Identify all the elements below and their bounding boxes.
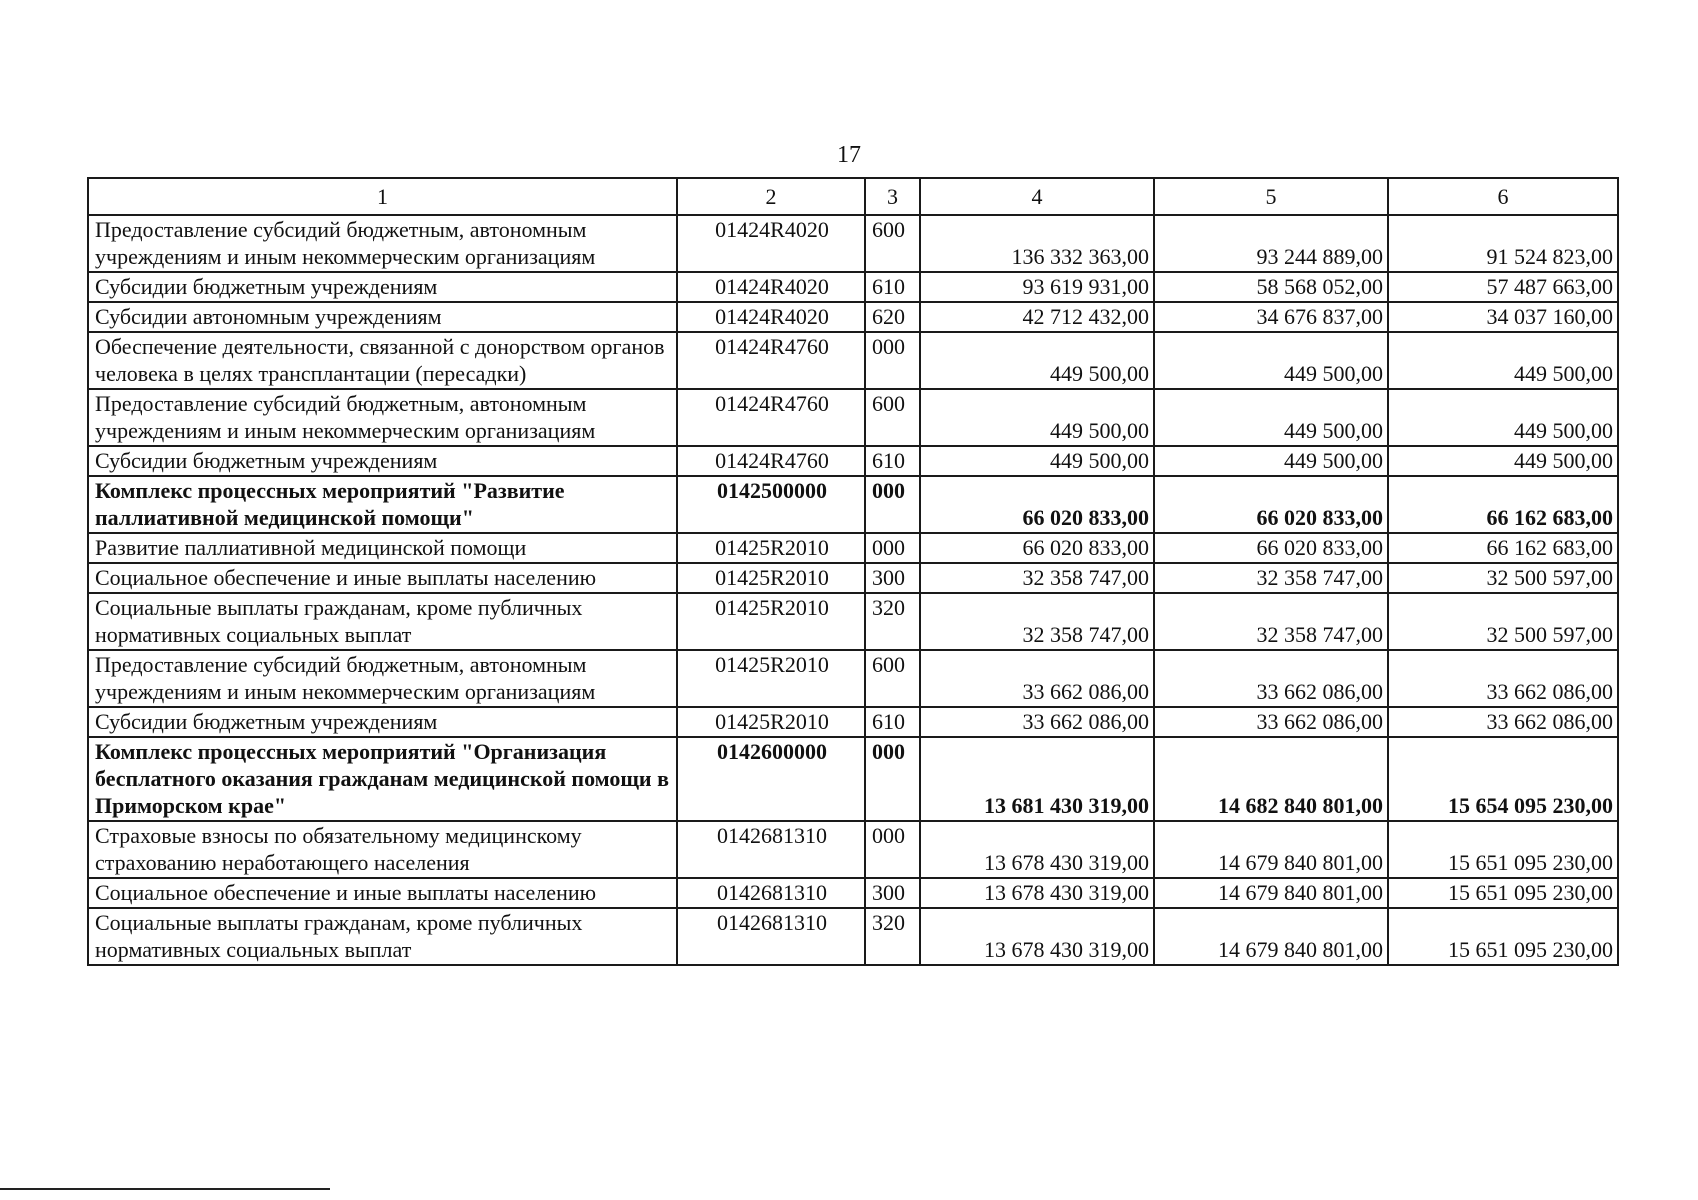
table-row xyxy=(88,215,1618,272)
column-number-4: 4 xyxy=(920,178,1154,215)
row-name-cell: Субсидии бюджетным учреждениям xyxy=(88,446,677,476)
amount-year3-cell: 32 500 597,00 xyxy=(1388,593,1618,650)
amount-year3-cell: 15 651 095 230,00 xyxy=(1388,878,1618,908)
row-name-cell: Комплекс процессных мероприятий "Развитие паллиативной медицинской помощи" xyxy=(88,476,677,533)
amount-year1-cell: 449 500,00 xyxy=(920,332,1154,389)
row-name-cell: Комплекс процессных мероприятий "Организация бесплатного оказания гражданам медицинской помощи в Приморском крае" xyxy=(88,737,677,821)
amount-year2-cell: 33 662 086,00 xyxy=(1154,707,1388,737)
amount-year1-cell: 33 662 086,00 xyxy=(920,650,1154,707)
column-number-row xyxy=(88,178,1618,215)
target-code-cell: 01424R4760 xyxy=(677,446,865,476)
expense-type-cell: 000 xyxy=(865,821,920,878)
target-code-cell: 01425R2010 xyxy=(677,707,865,737)
amount-year2-cell: 14 682 840 801,00 xyxy=(1154,737,1388,821)
amount-year2-cell: 66 020 833,00 xyxy=(1154,476,1388,533)
amount-year1-cell: 13 678 430 319,00 xyxy=(920,908,1154,965)
amount-year2-cell: 14 679 840 801,00 xyxy=(1154,908,1388,965)
budget-table xyxy=(87,177,1619,966)
table-row xyxy=(88,476,1618,533)
amount-year3-cell: 15 651 095 230,00 xyxy=(1388,821,1618,878)
target-code-cell: 0142500000 xyxy=(677,476,865,533)
target-code-cell: 01425R2010 xyxy=(677,593,865,650)
amount-year3-cell: 449 500,00 xyxy=(1388,332,1618,389)
amount-year1-cell: 449 500,00 xyxy=(920,446,1154,476)
target-code-cell: 01425R2010 xyxy=(677,563,865,593)
amount-year2-cell: 66 020 833,00 xyxy=(1154,533,1388,563)
target-code-cell: 01425R2010 xyxy=(677,650,865,707)
target-code-cell: 01425R2010 xyxy=(677,533,865,563)
amount-year2-cell: 58 568 052,00 xyxy=(1154,272,1388,302)
amount-year1-cell: 33 662 086,00 xyxy=(920,707,1154,737)
table-row xyxy=(88,737,1618,821)
expense-type-cell: 320 xyxy=(865,593,920,650)
amount-year3-cell: 66 162 683,00 xyxy=(1388,476,1618,533)
amount-year1-cell: 13 681 430 319,00 xyxy=(920,737,1154,821)
expense-type-cell: 000 xyxy=(865,533,920,563)
amount-year3-cell: 449 500,00 xyxy=(1388,446,1618,476)
amount-year3-cell: 34 037 160,00 xyxy=(1388,302,1618,332)
row-name-cell: Предоставление субсидий бюджетным, автономным учреждениям и иным некоммерческим организациям xyxy=(88,389,677,446)
table-row xyxy=(88,533,1618,563)
amount-year2-cell: 449 500,00 xyxy=(1154,446,1388,476)
table-row xyxy=(88,389,1618,446)
target-code-cell: 0142681310 xyxy=(677,878,865,908)
table-row xyxy=(88,446,1618,476)
row-name-cell: Развитие паллиативной медицинской помощи xyxy=(88,533,677,563)
column-number-6: 6 xyxy=(1388,178,1618,215)
expense-type-cell: 620 xyxy=(865,302,920,332)
column-number-5: 5 xyxy=(1154,178,1388,215)
expense-type-cell: 000 xyxy=(865,476,920,533)
amount-year1-cell: 136 332 363,00 xyxy=(920,215,1154,272)
expense-type-cell: 610 xyxy=(865,446,920,476)
row-name-cell: Социальное обеспечение и иные выплаты населению xyxy=(88,878,677,908)
expense-type-cell: 610 xyxy=(865,272,920,302)
table-row xyxy=(88,821,1618,878)
amount-year3-cell: 449 500,00 xyxy=(1388,389,1618,446)
amount-year3-cell: 33 662 086,00 xyxy=(1388,650,1618,707)
table-row xyxy=(88,302,1618,332)
expense-type-cell: 600 xyxy=(865,215,920,272)
amount-year3-cell: 33 662 086,00 xyxy=(1388,707,1618,737)
column-number-3: 3 xyxy=(865,178,920,215)
row-name-cell: Субсидии автономным учреждениям xyxy=(88,302,677,332)
amount-year3-cell: 15 651 095 230,00 xyxy=(1388,908,1618,965)
amount-year1-cell: 13 678 430 319,00 xyxy=(920,878,1154,908)
row-name-cell: Предоставление субсидий бюджетным, автономным учреждениям и иным некоммерческим организациям xyxy=(88,215,677,272)
amount-year1-cell: 66 020 833,00 xyxy=(920,533,1154,563)
amount-year3-cell: 15 654 095 230,00 xyxy=(1388,737,1618,821)
target-code-cell: 0142600000 xyxy=(677,737,865,821)
table-row xyxy=(88,272,1618,302)
expense-type-cell: 610 xyxy=(865,707,920,737)
amount-year2-cell: 32 358 747,00 xyxy=(1154,593,1388,650)
row-name-cell: Социальные выплаты гражданам, кроме публичных нормативных социальных выплат xyxy=(88,593,677,650)
amount-year1-cell: 32 358 747,00 xyxy=(920,593,1154,650)
amount-year1-cell: 13 678 430 319,00 xyxy=(920,821,1154,878)
amount-year3-cell: 57 487 663,00 xyxy=(1388,272,1618,302)
expense-type-cell: 000 xyxy=(865,737,920,821)
target-code-cell: 0142681310 xyxy=(677,821,865,878)
amount-year1-cell: 66 020 833,00 xyxy=(920,476,1154,533)
footnote-separator-line xyxy=(0,1188,330,1190)
column-number-2: 2 xyxy=(677,178,865,215)
expense-type-cell: 300 xyxy=(865,878,920,908)
budget-table-body xyxy=(88,178,1618,965)
amount-year3-cell: 66 162 683,00 xyxy=(1388,533,1618,563)
amount-year2-cell: 34 676 837,00 xyxy=(1154,302,1388,332)
table-row xyxy=(88,593,1618,650)
amount-year1-cell: 93 619 931,00 xyxy=(920,272,1154,302)
expense-type-cell: 600 xyxy=(865,650,920,707)
amount-year1-cell: 449 500,00 xyxy=(920,389,1154,446)
amount-year2-cell: 14 679 840 801,00 xyxy=(1154,878,1388,908)
row-name-cell: Страховые взносы по обязательному медицинскому страхованию неработающего населения xyxy=(88,821,677,878)
row-name-cell: Социальное обеспечение и иные выплаты населению xyxy=(88,563,677,593)
amount-year2-cell: 32 358 747,00 xyxy=(1154,563,1388,593)
table-row xyxy=(88,563,1618,593)
amount-year2-cell: 14 679 840 801,00 xyxy=(1154,821,1388,878)
target-code-cell: 01424R4760 xyxy=(677,332,865,389)
page-number: 17 xyxy=(837,142,861,168)
amount-year1-cell: 32 358 747,00 xyxy=(920,563,1154,593)
expense-type-cell: 300 xyxy=(865,563,920,593)
table-row xyxy=(88,650,1618,707)
amount-year1-cell: 42 712 432,00 xyxy=(920,302,1154,332)
row-name-cell: Субсидии бюджетным учреждениям xyxy=(88,707,677,737)
amount-year2-cell: 449 500,00 xyxy=(1154,332,1388,389)
expense-type-cell: 000 xyxy=(865,332,920,389)
target-code-cell: 01424R4020 xyxy=(677,215,865,272)
target-code-cell: 01424R4760 xyxy=(677,389,865,446)
amount-year2-cell: 33 662 086,00 xyxy=(1154,650,1388,707)
row-name-cell: Субсидии бюджетным учреждениям xyxy=(88,272,677,302)
expense-type-cell: 320 xyxy=(865,908,920,965)
column-number-1: 1 xyxy=(88,178,677,215)
target-code-cell: 01424R4020 xyxy=(677,302,865,332)
amount-year3-cell: 32 500 597,00 xyxy=(1388,563,1618,593)
row-name-cell: Предоставление субсидий бюджетным, автономным учреждениям и иным некоммерческим организациям xyxy=(88,650,677,707)
target-code-cell: 0142681310 xyxy=(677,908,865,965)
table-row xyxy=(88,908,1618,965)
row-name-cell: Обеспечение деятельности, связанной с донорством органов человека в целях трансплантации (пересадки) xyxy=(88,332,677,389)
table-row xyxy=(88,878,1618,908)
table-row xyxy=(88,707,1618,737)
amount-year3-cell: 91 524 823,00 xyxy=(1388,215,1618,272)
amount-year2-cell: 449 500,00 xyxy=(1154,389,1388,446)
amount-year2-cell: 93 244 889,00 xyxy=(1154,215,1388,272)
row-name-cell: Социальные выплаты гражданам, кроме публичных нормативных социальных выплат xyxy=(88,908,677,965)
expense-type-cell: 600 xyxy=(865,389,920,446)
table-row xyxy=(88,332,1618,389)
target-code-cell: 01424R4020 xyxy=(677,272,865,302)
